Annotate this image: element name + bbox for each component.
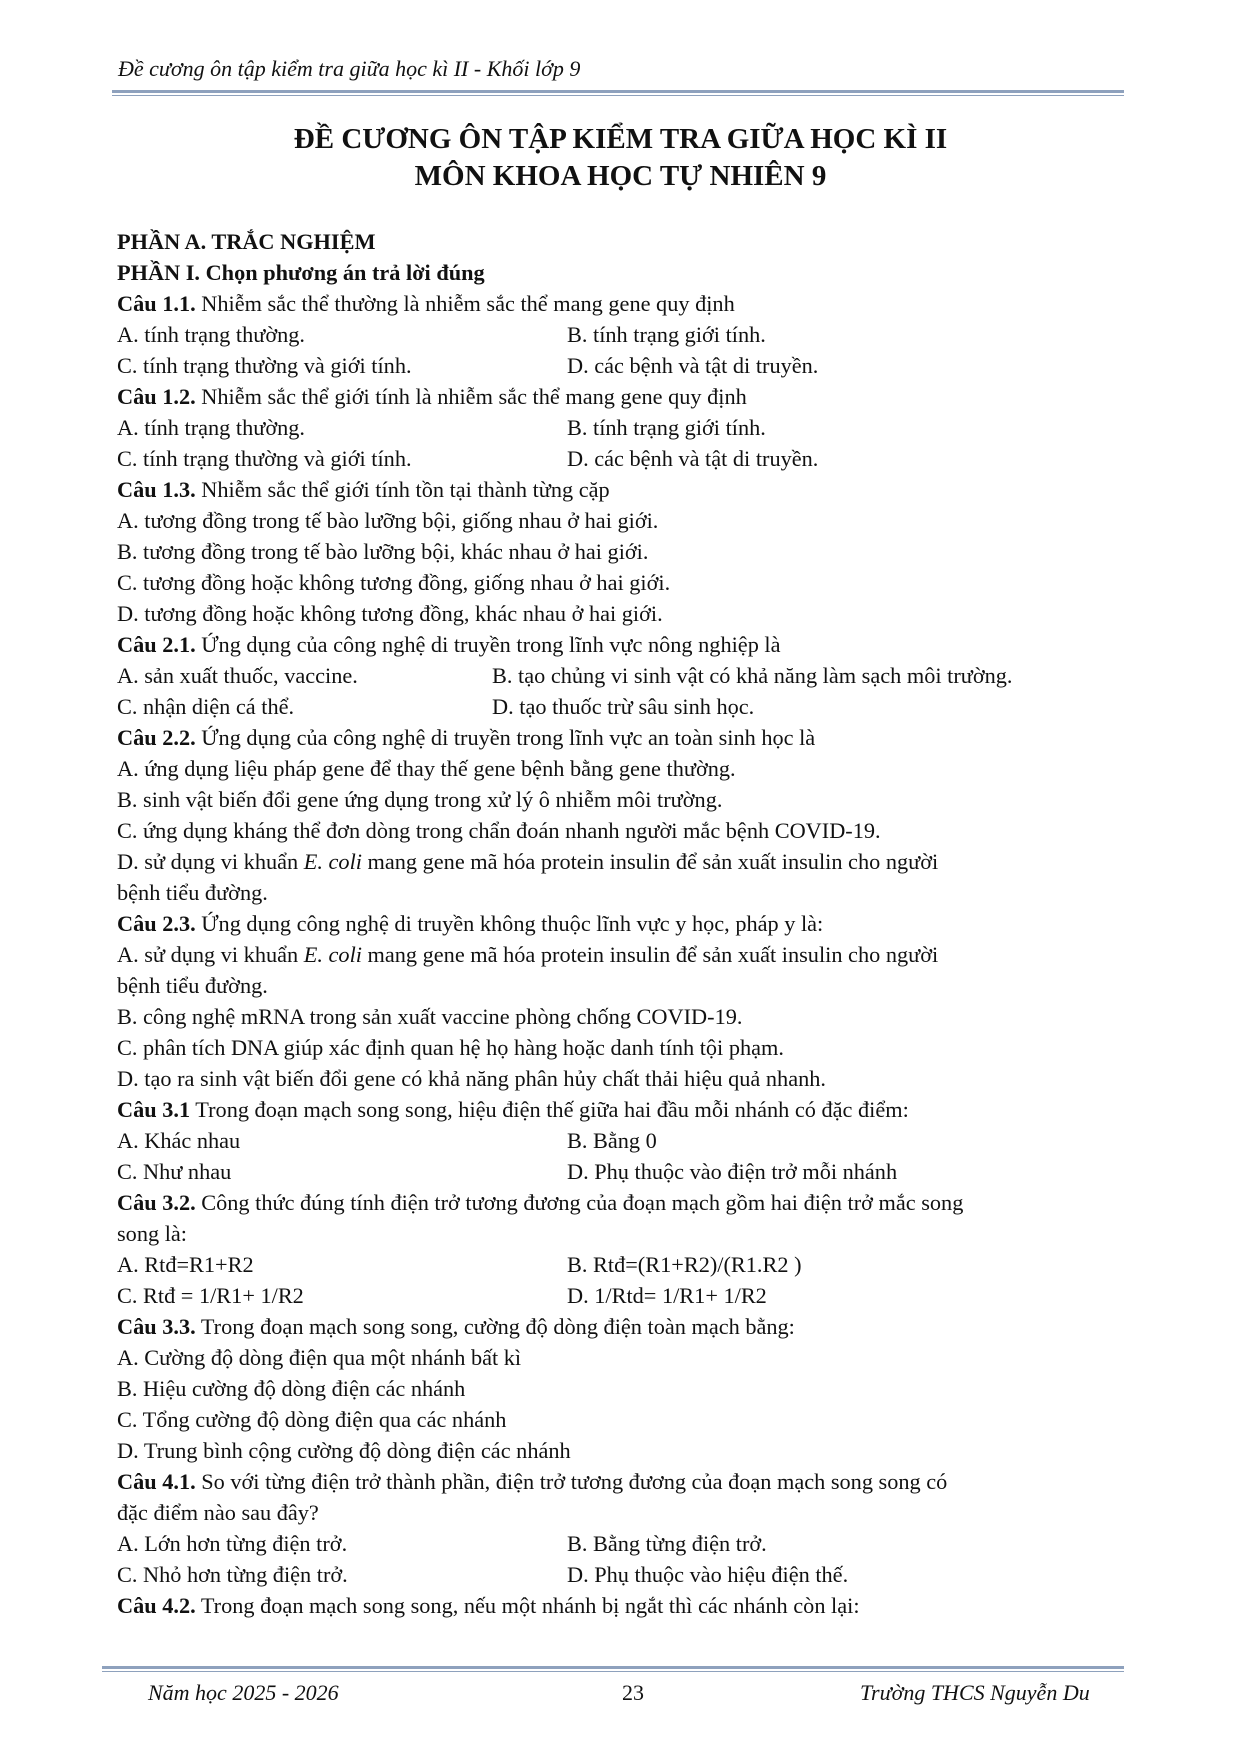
question-number: Câu 1.3. [117, 477, 196, 502]
question-stem [117, 1311, 1145, 1342]
option-c: C. phân tích DNA giúp xác định quan hệ họ hàng hoặc danh tính tội phạm. [117, 1035, 784, 1060]
options-row [117, 1156, 1145, 1187]
option-d: D. tạo thuốc trừ sâu sinh học. [492, 694, 755, 719]
footer-school-name: Trường THCS Nguyễn Du [860, 1680, 1090, 1705]
options-row [117, 1280, 1145, 1311]
question-number: Câu 3.3. [117, 1314, 196, 1339]
question-text-continuation: song là: [117, 1221, 187, 1246]
question-text: Nhiễm sắc thể giới tính là nhiễm sắc thể mang gene quy định [195, 384, 747, 409]
options-row [117, 1528, 1145, 1559]
question-stem [117, 1590, 1145, 1621]
option-a: A. tương đồng trong tế bào lưỡng bội, giống nhau ở hai giới. [117, 508, 659, 533]
option-b: B. Bằng 0 [567, 1128, 657, 1153]
question-text: Trong đoạn mạch song song, hiệu điện thế giữa hai đầu mỗi nhánh có đặc điểm: [190, 1097, 909, 1122]
option-c: C. tính trạng thường và giới tính. [117, 353, 412, 378]
options-row [117, 660, 1145, 691]
question-text: Trong đoạn mạch song song, nếu một nhánh bị ngắt thì các nhánh còn lại: [195, 1593, 860, 1618]
header-divider [112, 90, 1124, 96]
option-a: A. Khác nhau [117, 1128, 241, 1153]
page-number: 23 [622, 1680, 644, 1705]
footer-school-year: Năm học 2025 - 2026 [148, 1680, 339, 1705]
question-text: Nhiễm sắc thể giới tính tồn tại thành từng cặp [195, 477, 610, 502]
option-b: B. công nghệ mRNA trong sản xuất vaccine phòng chống COVID-19. [117, 1004, 743, 1029]
options-row [117, 691, 1145, 722]
option-c: C. Rtđ = 1/R1+ 1/R2 [117, 1283, 304, 1308]
option-d: D. Phụ thuộc vào điện trở mỗi nhánh [567, 1159, 898, 1184]
options-row [117, 319, 1145, 350]
species-name: E. coli [303, 849, 362, 874]
options-row [117, 1249, 1145, 1280]
option-c: C. Như nhau [117, 1159, 232, 1184]
option-d-text-start: D. sử dụng vi khuẩn [117, 849, 304, 874]
option-a: A. Cường độ dòng điện qua một nhánh bất kì [117, 1345, 522, 1370]
option-b: B. sinh vật biến đổi gene ứng dụng trong xử lý ô nhiễm môi trường. [117, 787, 723, 812]
option-d: D. tạo ra sinh vật biến đổi gene có khả năng phân hủy chất thải hiệu quả nhanh. [117, 1066, 826, 1091]
question-stem [117, 908, 1145, 939]
option-d: D. các bệnh và tật di truyền. [567, 353, 819, 378]
option-a: A. tính trạng thường. [117, 415, 305, 440]
option-b: B. tương đồng trong tế bào lưỡng bội, khác nhau ở hai giới. [117, 539, 649, 564]
question-number: Câu 4.2. [117, 1593, 196, 1618]
option-c: C. tính trạng thường và giới tính. [117, 446, 412, 471]
question-text: Ứng dụng của công nghệ di truyền trong lĩnh vực nông nghiệp là [195, 632, 781, 657]
option-c: C. Nhỏ hơn từng điện trở. [117, 1562, 348, 1587]
question-number: Câu 2.1. [117, 632, 196, 657]
question-stem [117, 1466, 1145, 1497]
question-number: Câu 2.3. [117, 911, 196, 936]
option-a: A. ứng dụng liệu pháp gene để thay thế gene bệnh bằng gene thường. [117, 756, 736, 781]
question-text: Ứng dụng công nghệ di truyền không thuộc lĩnh vực y học, pháp y là: [195, 911, 824, 936]
question-text: Công thức đúng tính điện trở tương đương của đoạn mạch gồm hai điện trở mắc song [195, 1190, 964, 1215]
question-stem [117, 1094, 1145, 1125]
species-name: E. coli [303, 942, 362, 967]
question-text: Ứng dụng của công nghệ di truyền trong lĩnh vực an toàn sinh học là [195, 725, 816, 750]
option-b: B. tính trạng giới tính. [567, 415, 766, 440]
option-a-text-start: A. sử dụng vi khuẩn [117, 942, 304, 967]
option-a [117, 939, 1145, 970]
question-number: Câu 1.1. [117, 291, 196, 316]
options-row [117, 443, 1145, 474]
question-text-continuation: đặc điểm nào sau đây? [117, 1500, 319, 1525]
document-title-line-1: ĐỀ CƯƠNG ÔN TẬP KIỂM TRA GIỮA HỌC KÌ II [293, 123, 948, 155]
question-number: Câu 3.2. [117, 1190, 196, 1215]
section-heading-part-a: PHẦN A. TRẮC NGHIỆM [117, 229, 376, 254]
option-d: D. tương đồng hoặc không tương đồng, khác nhau ở hai giới. [117, 601, 663, 626]
question-stem [117, 381, 1145, 412]
running-header: Đề cương ôn tập kiểm tra giữa học kì II - Khối lớp 9 [118, 56, 581, 81]
question-stem [117, 722, 1145, 753]
option-a-text-end: mang gene mã hóa protein insulin để sản xuất insulin cho người [361, 942, 939, 967]
document-title-line-2: MÔN KHOA HỌC TỰ NHIÊN 9 [414, 160, 827, 192]
option-c: C. tương đồng hoặc không tương đồng, giống nhau ở hai giới. [117, 570, 671, 595]
question-text: Nhiễm sắc thể thường là nhiễm sắc thể mang gene quy định [195, 291, 735, 316]
option-c: C. ứng dụng kháng thể đơn dòng trong chẩn đoán nhanh người mắc bệnh COVID-19. [117, 818, 881, 843]
option-a: A. sản xuất thuốc, vaccine. [117, 663, 358, 688]
option-d-text-end: mang gene mã hóa protein insulin để sản xuất insulin cho người [361, 849, 939, 874]
option-b: B. tính trạng giới tính. [567, 322, 766, 347]
option-d: D. 1/Rtd= 1/R1+ 1/R2 [567, 1283, 767, 1308]
option-d: D. Phụ thuộc vào hiệu điện thế. [567, 1562, 849, 1587]
option-a: A. Lớn hơn từng điện trở. [117, 1531, 348, 1556]
option-d-continuation: bệnh tiểu đường. [117, 880, 268, 905]
question-stem [117, 629, 1145, 660]
question-number: Câu 2.2. [117, 725, 196, 750]
question-stem [117, 288, 1145, 319]
options-row [117, 412, 1145, 443]
option-b: B. tạo chủng vi sinh vật có khả năng làm sạch môi trường. [492, 663, 1013, 688]
document-body [117, 226, 1145, 1621]
question-stem [117, 1187, 1145, 1218]
options-row [117, 350, 1145, 381]
question-number: Câu 3.1 [117, 1097, 191, 1122]
option-d: D. các bệnh và tật di truyền. [567, 446, 819, 471]
question-text: Trong đoạn mạch song song, cường độ dòng điện toàn mạch bằng: [195, 1314, 795, 1339]
option-a: A. Rtđ=R1+R2 [117, 1252, 254, 1277]
option-d: D. Trung bình cộng cường độ dòng điện các nhánh [117, 1438, 571, 1463]
question-stem [117, 474, 1145, 505]
question-text: So với từng điện trở thành phần, điện trở tương đương của đoạn mạch song song có [195, 1469, 948, 1494]
option-a: A. tính trạng thường. [117, 322, 305, 347]
option-a-continuation: bệnh tiểu đường. [117, 973, 268, 998]
footer-divider [102, 1666, 1124, 1672]
options-row [117, 1559, 1145, 1590]
option-b: B. Rtđ=(R1+R2)/(R1.R2 ) [567, 1252, 802, 1277]
option-b: B. Hiệu cường độ dòng điện các nhánh [117, 1376, 466, 1401]
section-heading-part-i: PHẦN I. Chọn phương án trả lời đúng [117, 260, 485, 285]
question-number: Câu 4.1. [117, 1469, 196, 1494]
option-d [117, 846, 1145, 877]
option-b: B. Bằng từng điện trở. [567, 1531, 767, 1556]
options-row [117, 1125, 1145, 1156]
question-number: Câu 1.2. [117, 384, 196, 409]
option-c: C. Tổng cường độ dòng điện qua các nhánh [117, 1407, 507, 1432]
option-c: C. nhận diện cá thể. [117, 694, 295, 719]
